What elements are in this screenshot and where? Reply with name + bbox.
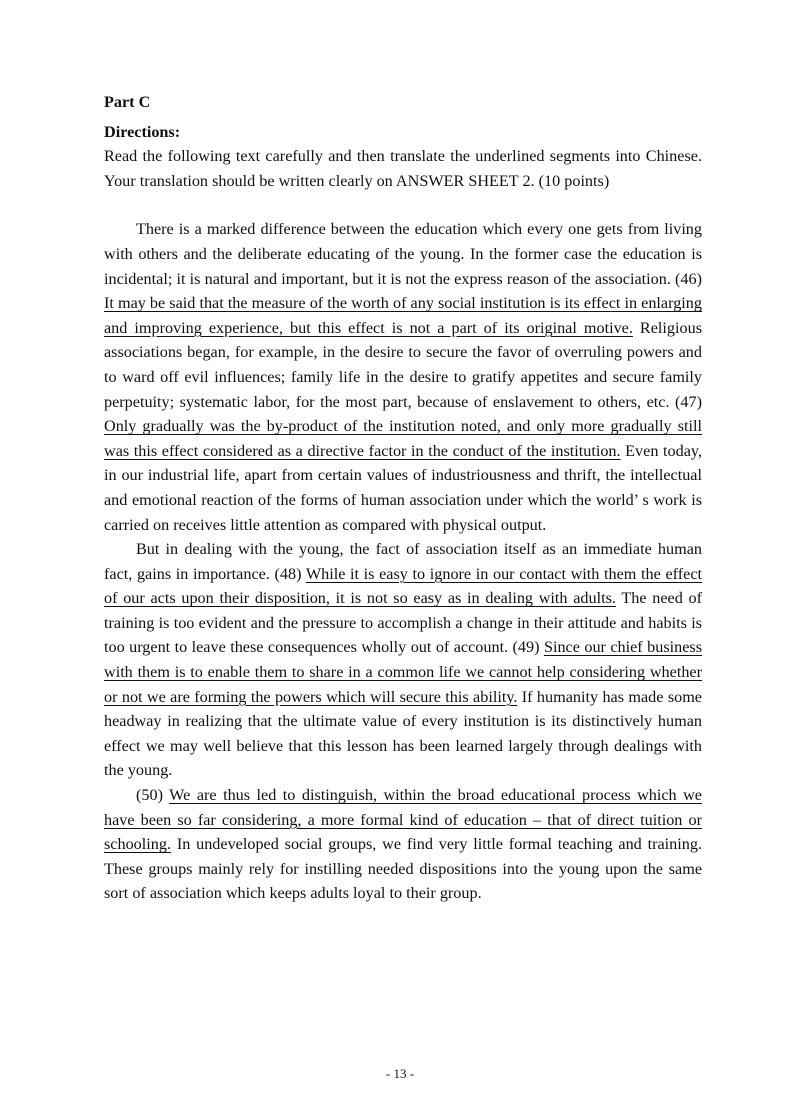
passage-text: Religious associations began, for example, in the desire to secure the favor of overruling powers and to ward off evil influences; family life in the desire to gratify appetites and secure family perpetuity; systematic labor, for the most part, because of enslavement to others, etc. xyxy=(104,318,702,411)
passage-paragraph-3 xyxy=(104,783,702,906)
passage-paragraph-2 xyxy=(104,537,702,783)
directions-text: Read the following text carefully and then translate the underlined segments into Chinese. Your translation should be written clearly on ANSWER SHEET 2. (10 points) xyxy=(104,147,702,190)
question-number-50: (50) xyxy=(136,786,170,805)
passage-text: If humanity has made some headway in realizing that the ultimate value of every institution is its distinctively human effect we may well believe that this lesson has been learned largely through dealings with the young. xyxy=(104,687,702,780)
underlined-segment-48: While it is easy to ignore in our contact with them the effect of our acts upon their disposition, it is not so easy as in dealing with adults. xyxy=(104,564,702,608)
question-number-46: (46) xyxy=(675,269,702,288)
passage-text: The need of training is too evident and the pressure to accomplish a change in their attitude and habits is too urgent to leave these consequences wholly out of account. xyxy=(104,589,702,657)
passage-text: Even today, in our industrial life, apart from certain values of industriousness and thrift, the intellectual and emotional reaction of the forms of human association under which the world’ s work is carried on receives little attention as compared with physical output. xyxy=(104,441,702,534)
directions-label: Directions: xyxy=(104,122,181,141)
underlined-segment-50: We are thus led to distinguish, within the broad educational process which we have been so far considering, a more formal kind of education – that of direct tuition or schooling. xyxy=(104,786,702,854)
passage-paragraph-1 xyxy=(104,217,702,537)
passage-text: In undeveloped social groups, we find very little formal teaching and training. These groups mainly rely for instilling needed dispositions into the young upon the same sort of association which keeps adults loyal to their group. xyxy=(104,835,702,903)
passage-text: There is a marked difference between the education which every one gets from living with others and the deliberate educating of the young. In the former case the education is incidental; it is natural and important, but it is not the express reason of the association. xyxy=(104,220,702,288)
underlined-segment-46: It may be said that the measure of the worth of any social institution is its effect in enlarging and improving experience, but this effect is not a part of its original motive. xyxy=(104,294,702,337)
document-page xyxy=(104,90,702,906)
question-number-48: (48) xyxy=(274,564,306,583)
page-number: - 13 - xyxy=(385,1066,415,1081)
part-title: Part C xyxy=(104,93,151,111)
question-number-49: (49) xyxy=(512,638,544,657)
underlined-segment-49: Since our chief business with them is to enable them to share in a common life we cannot help considering whether or not we are forming the powers which will secure this ability. xyxy=(104,638,702,706)
underlined-segment-47: Only gradually was the by-product of the institution noted, and only more gradually still was this effect considered as a directive factor in the conduct of the institution. xyxy=(104,417,702,460)
question-number-47: (47) xyxy=(675,392,702,411)
passage-text: But in dealing with the young, the fact of association itself as an immediate human fact, gains in importance. xyxy=(104,540,702,583)
